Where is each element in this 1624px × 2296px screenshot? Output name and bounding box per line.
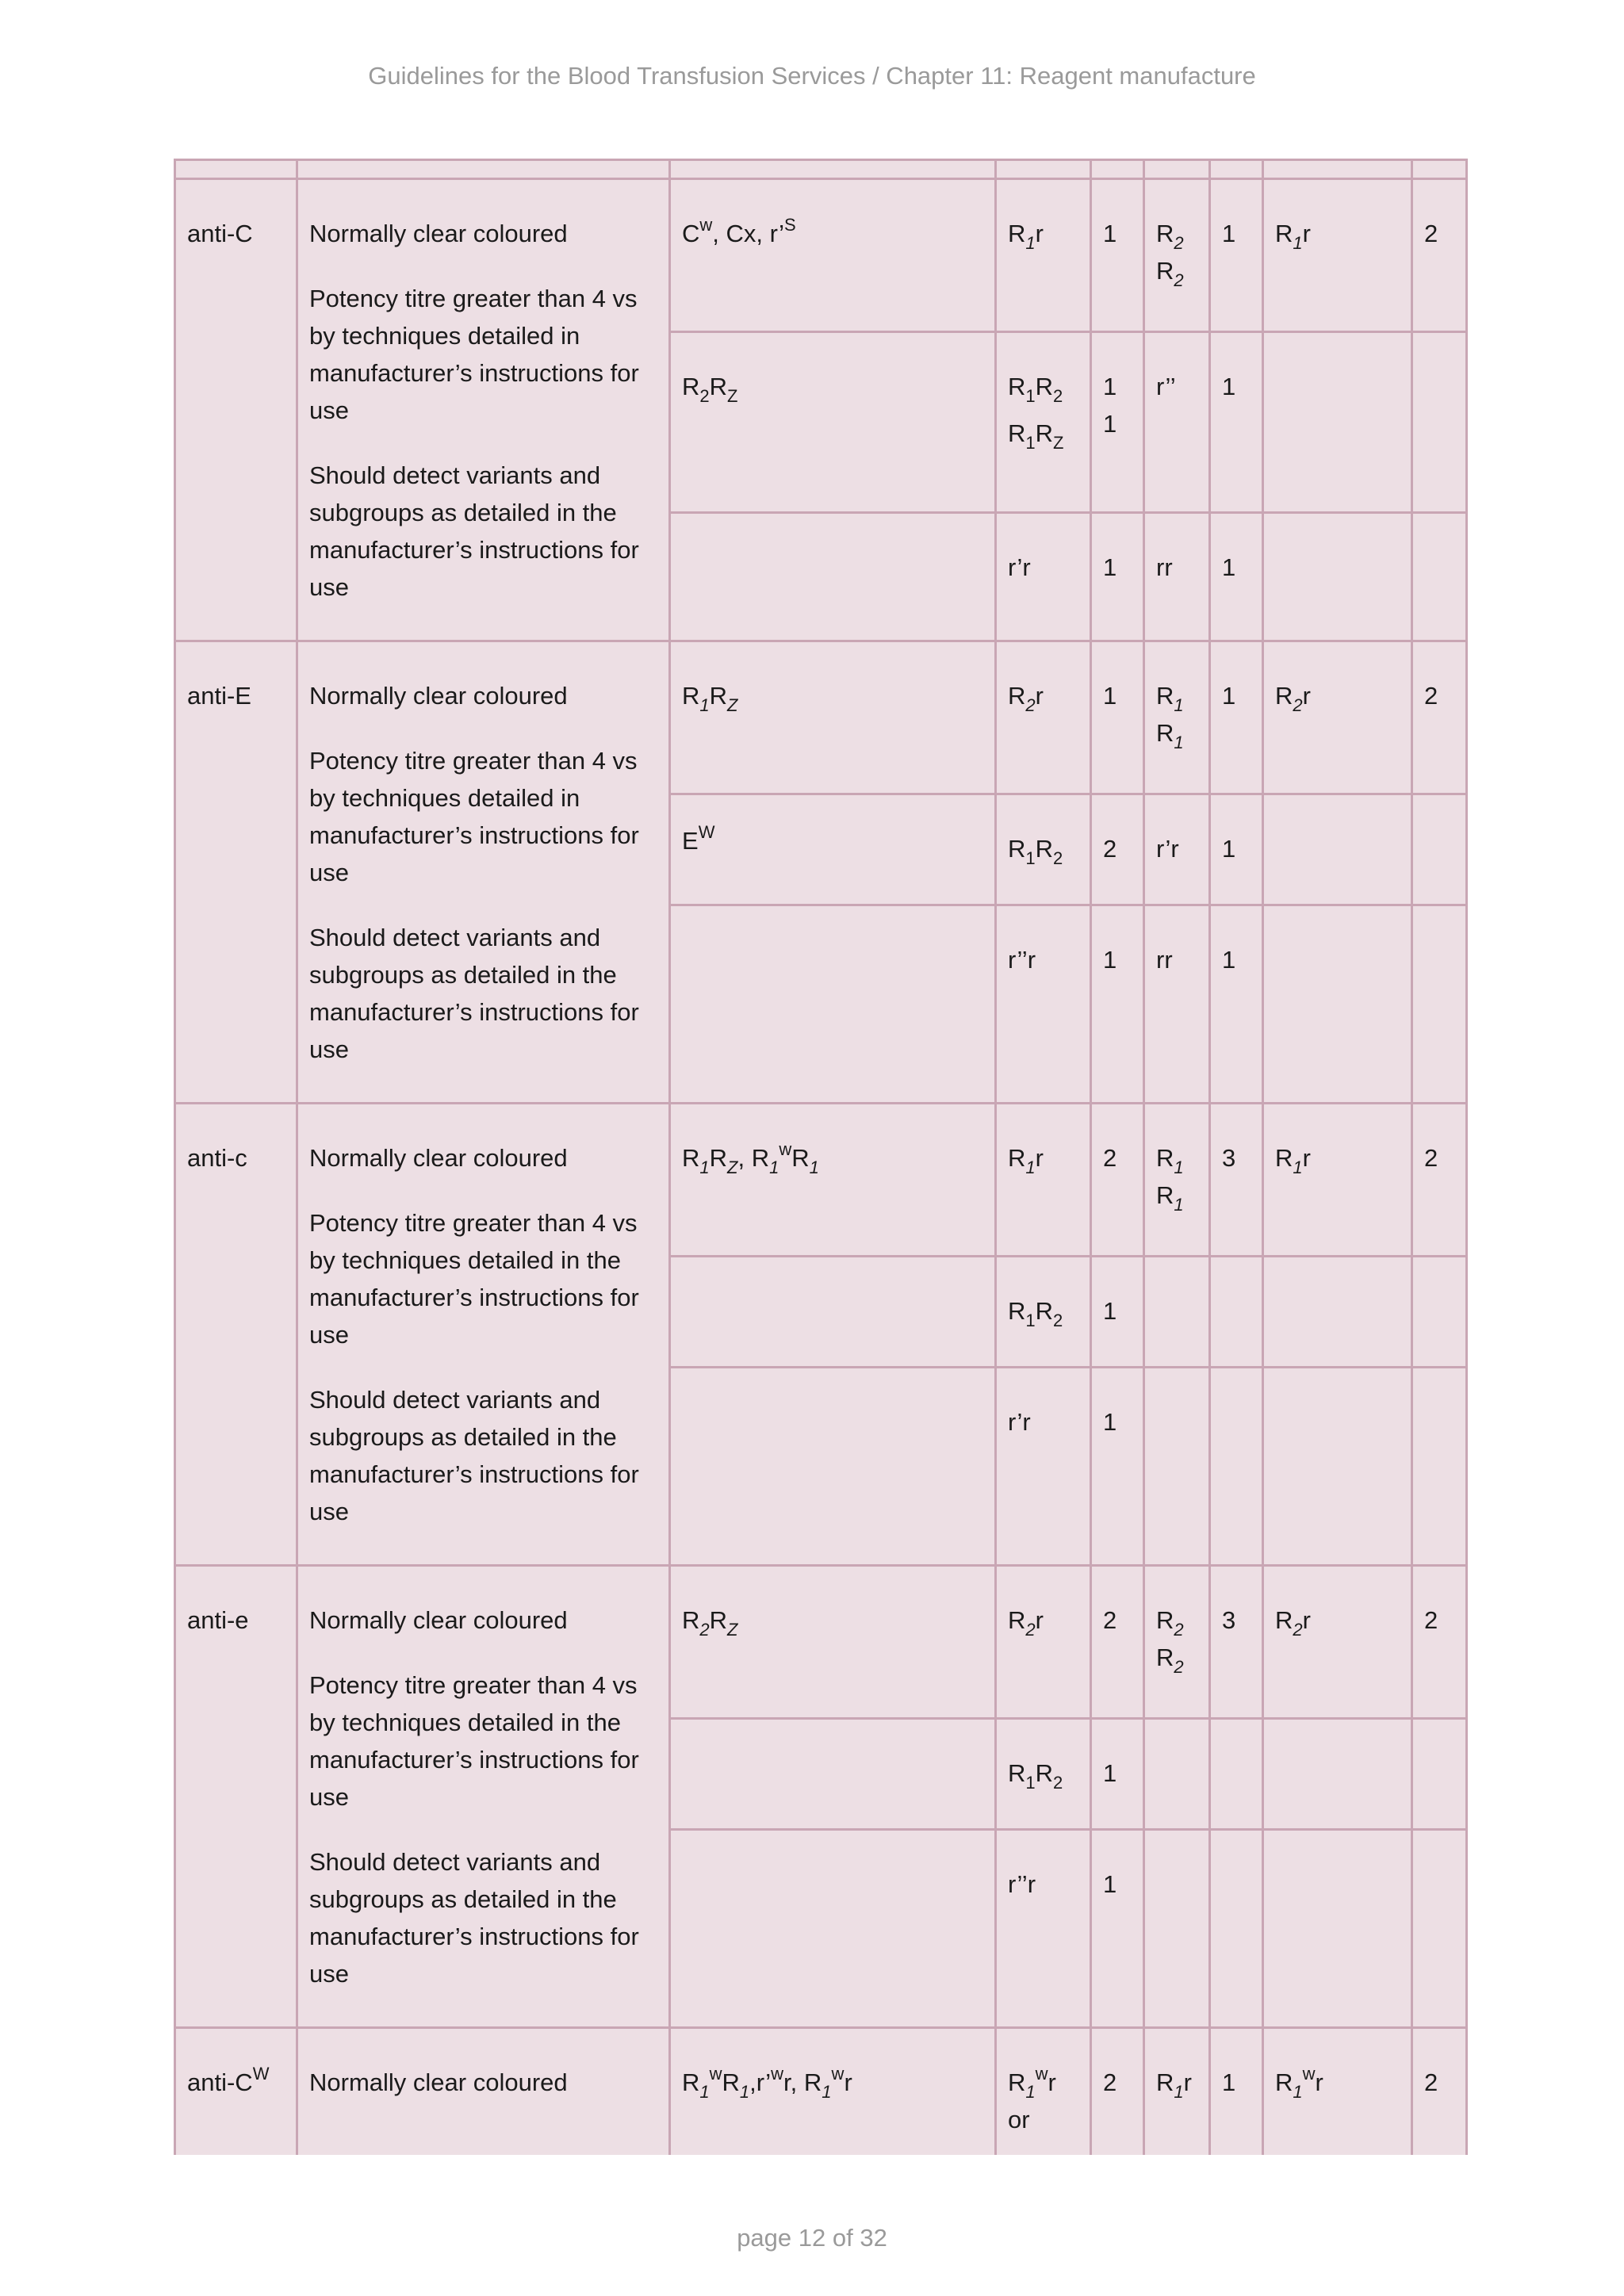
positive-cell: $R_1r$ bbox=[996, 1104, 1091, 1257]
control-cell: $R_2r$ bbox=[1263, 641, 1412, 794]
negative-cell: $R_2$ $R_2$ bbox=[1144, 1566, 1210, 1719]
count-cell: 1 bbox=[1210, 513, 1263, 641]
variant-cell bbox=[670, 905, 996, 1104]
total-cell: 2 bbox=[1412, 1104, 1469, 1257]
positive-cell: $R_1^wr$ or bbox=[996, 2028, 1091, 2156]
reagent-table bbox=[174, 159, 1468, 2155]
total-cell bbox=[1412, 1719, 1469, 1830]
control-cell: $R_1r$ bbox=[1263, 179, 1412, 332]
positive-cell: r’r bbox=[996, 513, 1091, 641]
control-cell bbox=[1263, 332, 1412, 513]
reagent-name: anti-e bbox=[175, 1566, 297, 2028]
count-cell bbox=[1210, 1257, 1263, 1368]
total-cell bbox=[1412, 332, 1469, 513]
negative-cell: rr bbox=[1144, 905, 1210, 1104]
total-cell bbox=[1412, 1830, 1469, 2028]
positive-cell: $R_2r$ bbox=[996, 641, 1091, 794]
reagent-name: anti-C bbox=[175, 179, 297, 641]
negative-cell: $R_1r$ bbox=[1144, 2028, 1210, 2156]
count-cell: 1 bbox=[1091, 1257, 1144, 1368]
positive-cell: $R_1R_2$ bbox=[996, 1257, 1091, 1368]
count-cell: 1 bbox=[1091, 641, 1144, 794]
count-cell: 1 bbox=[1091, 513, 1144, 641]
positive-cell: r’’r bbox=[996, 905, 1091, 1104]
count-cell: 1 bbox=[1091, 1830, 1144, 2028]
count-cell: 1 1 bbox=[1091, 332, 1144, 513]
positive-cell: $R_1r$ bbox=[996, 179, 1091, 332]
variant-cell bbox=[670, 1719, 996, 1830]
total-cell bbox=[1412, 905, 1469, 1104]
control-cell bbox=[1263, 1719, 1412, 1830]
negative-cell: r’r bbox=[1144, 794, 1210, 905]
total-cell: 2 bbox=[1412, 2028, 1469, 2156]
table-row bbox=[175, 1104, 1469, 1257]
variant-cell: $R_1^wR_1,r’^wr$, $R_1^wr$ bbox=[670, 2028, 996, 2156]
positive-cell: r’r bbox=[996, 1368, 1091, 1566]
reagent-specification: Normally clear coloured bbox=[297, 2028, 670, 2156]
total-cell: 2 bbox=[1412, 1566, 1469, 1719]
total-cell bbox=[1412, 1368, 1469, 1566]
count-cell: 1 bbox=[1091, 179, 1144, 332]
reagent-name: anti-c bbox=[175, 1104, 297, 1566]
variant-cell bbox=[670, 1257, 996, 1368]
negative-cell: r’’ bbox=[1144, 332, 1210, 513]
count-cell: 1 bbox=[1210, 794, 1263, 905]
total-cell bbox=[1412, 794, 1469, 905]
negative-cell: $R_2$ $R_2$ bbox=[1144, 179, 1210, 332]
reagent-name: anti-E bbox=[175, 641, 297, 1104]
continuation-row bbox=[175, 160, 1469, 179]
count-cell: 3 bbox=[1210, 1566, 1263, 1719]
table-row bbox=[175, 1566, 1469, 1719]
total-cell bbox=[1412, 513, 1469, 641]
reagent-name: anti-$C^W$ bbox=[175, 2028, 297, 2156]
control-cell: $R_1^wr$ bbox=[1263, 2028, 1412, 2156]
count-cell: 1 bbox=[1091, 1368, 1144, 1566]
page-number: page 12 of 32 bbox=[737, 2224, 887, 2252]
negative-cell bbox=[1144, 1719, 1210, 1830]
count-cell: 2 bbox=[1091, 1566, 1144, 1719]
variant-cell bbox=[670, 513, 996, 641]
negative-cell bbox=[1144, 1257, 1210, 1368]
control-cell bbox=[1263, 513, 1412, 641]
variant-cell bbox=[670, 1830, 996, 2028]
variant-cell: $R_2R_Z$ bbox=[670, 332, 996, 513]
reagent-specification: Normally clear coloured Potency titre greater than 4 vs by techniques detailed in manufacturer’s instructions for use Should detect variants and subgroups as detailed in the manufacturer’s instructions for use bbox=[297, 641, 670, 1104]
count-cell: 1 bbox=[1091, 905, 1144, 1104]
negative-cell bbox=[1144, 1830, 1210, 2028]
control-cell: $R_2r$ bbox=[1263, 1566, 1412, 1719]
count-cell bbox=[1210, 1368, 1263, 1566]
total-cell bbox=[1412, 1257, 1469, 1368]
count-cell: 1 bbox=[1210, 179, 1263, 332]
variant-cell: $E^W$ bbox=[670, 794, 996, 905]
control-cell bbox=[1263, 1830, 1412, 2028]
count-cell: 1 bbox=[1091, 1719, 1144, 1830]
positive-cell: r’’r bbox=[996, 1830, 1091, 2028]
reagent-specification: Normally clear coloured Potency titre greater than 4 vs by techniques detailed in the manufacturer’s instructions for use Should detect variants and subgroups as detailed in the manufacturer’s instructions for use bbox=[297, 1104, 670, 1566]
variant-cell bbox=[670, 1368, 996, 1566]
control-cell bbox=[1263, 1257, 1412, 1368]
count-cell: 2 bbox=[1091, 1104, 1144, 1257]
control-cell bbox=[1263, 794, 1412, 905]
count-cell bbox=[1210, 1830, 1263, 2028]
positive-cell: $R_2r$ bbox=[996, 1566, 1091, 1719]
control-cell bbox=[1263, 905, 1412, 1104]
positive-cell: $R_1R_2$ bbox=[996, 794, 1091, 905]
reagent-specification: Normally clear coloured Potency titre greater than 4 vs by techniques detailed in the manufacturer’s instructions for use Should detect variants and subgroups as detailed in the manufacturer’s instructions for use bbox=[297, 1566, 670, 2028]
table-row bbox=[175, 641, 1469, 794]
count-cell: 1 bbox=[1210, 641, 1263, 794]
page-header: Guidelines for the Blood Transfusion Services / Chapter 11: Reagent manufacture bbox=[368, 62, 1256, 90]
positive-cell: $R_1R_2$ bbox=[996, 1719, 1091, 1830]
total-cell: 2 bbox=[1412, 641, 1469, 794]
table-row bbox=[175, 2028, 1469, 2156]
variant-cell: $C^w$, Cx, r’$^S$ bbox=[670, 179, 996, 332]
count-cell: 1 bbox=[1210, 2028, 1263, 2156]
count-cell bbox=[1210, 1719, 1263, 1830]
variant-cell: $R_1R_Z$, $R_1^wR_1$ bbox=[670, 1104, 996, 1257]
count-cell: 3 bbox=[1210, 1104, 1263, 1257]
control-cell bbox=[1263, 1368, 1412, 1566]
negative-cell bbox=[1144, 1368, 1210, 1566]
variant-cell: $R_1R_Z$ bbox=[670, 641, 996, 794]
control-cell: $R_1r$ bbox=[1263, 1104, 1412, 1257]
reagent-specification: Normally clear coloured Potency titre greater than 4 vs by techniques detailed in manufacturer’s instructions for use Should detect variants and subgroups as detailed in the manufacturer’s instructions for use bbox=[297, 179, 670, 641]
negative-cell: $R_1$ $R_1$ bbox=[1144, 1104, 1210, 1257]
count-cell: 2 bbox=[1091, 794, 1144, 905]
count-cell: 1 bbox=[1210, 332, 1263, 513]
variant-cell: $R_2R_Z$ bbox=[670, 1566, 996, 1719]
positive-cell: $R_1R_2$ $R_1R_Z$ bbox=[996, 332, 1091, 513]
reagent-specification-table bbox=[174, 159, 1468, 2155]
negative-cell: $R_1$ $R_1$ bbox=[1144, 641, 1210, 794]
count-cell: 1 bbox=[1210, 905, 1263, 1104]
total-cell: 2 bbox=[1412, 179, 1469, 332]
table-row bbox=[175, 179, 1469, 332]
count-cell: 2 bbox=[1091, 2028, 1144, 2156]
negative-cell: rr bbox=[1144, 513, 1210, 641]
